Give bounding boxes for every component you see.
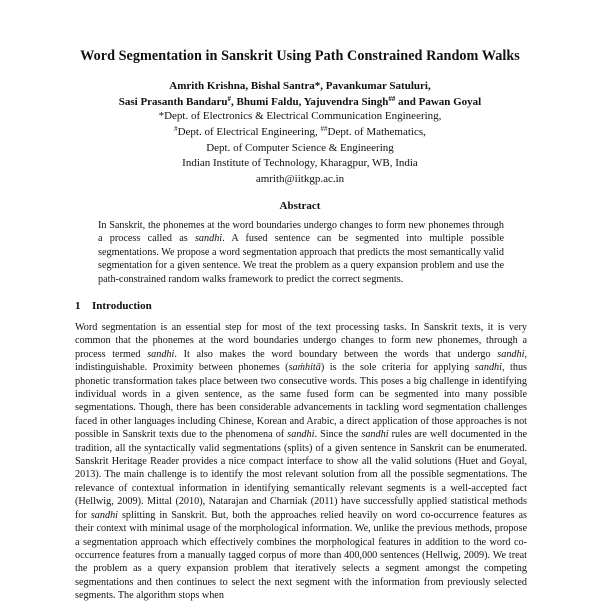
term-sandhi: sandhi — [90, 509, 119, 521]
term-sandhi: sandhi — [194, 233, 223, 245]
abstract-text: In Sanskrit, the phonemes at the word boundaries undergo changes to form new phonemes through a process called as sandhi. A fused sentence can be segmented into multiple possible segmentations. We propose a word segmentation approach that predicts the most semantically valid segmentation for a given sentence. We treat the problem as a query expansion problem and use the path-constrained random walks framework to predict the correct segments. — [98, 220, 504, 285]
affiliation-mark: ## — [320, 124, 328, 133]
contact-email: amrith@iitkgp.ac.in — [255, 173, 345, 186]
term-sandhi: sandhi — [287, 429, 315, 441]
author-line-2: Sasi Prasanth Bandaru#, Bhumi Faldu, Yajuvendra Singh## and Pawan Goyal — [118, 94, 482, 108]
affiliation-line-3: Dept. of Computer Science & Engineering — [206, 141, 394, 154]
introduction-body: Word segmentation is an essential step for most of the text processing tasks. In Sanskrit texts, it is very common that the phonemes at the word boundaries undergo changes to form new phonemes, through a process termed sandhi. It also makes the word boundary between the words that undergo sandhi, indistinguishable. Proximity between phonemes (saṁhitā) is the sole criteria for applying sandhi, thus phonetic transformation takes place between two consecutive words. This poses a big challenge in identifying individual words in a given sentence, as the same fused form can be segmented into many possible segmentations. Though, there has been considerable advancements in tackling word segmentation challenges faced in other languages including Chinese, Korean and Arabic, a direct application of those approaches is not possible in Sanskrit texts due to the phenomena of sandhi. Since the sandhi rules are well documented in the tradition, all the syntactically valid segmentations (splits) of a given sentence in Sanskrit can be enumerated. Sanskrit Heritage Reader provides a nice compact interface to show all the valid solutions (Huet and Goyal, 2013). The main challenge is to identify the most relevant solution from all the possible segmentations. The relevance of contextual information in identifying semantically relevant segments is a well-accepted fact (Hellwig, 2009). Mittal (2010), Natarajan and Charniak (2011) have successfully applied statistical methods for sandhi splitting in Sanskrit. But, both the approaches relied heavily on word co-occurrence features as their context with minimal usage of the morphological information. We, unlike the previous methods, propose a segmentation approach which effectively combines the morphological features in addition to the word co-occurrence features from a manually tagged corpus of more than 400,000 sentences (Hellwig, 2009). We treat the problem as a query expansion problem that iteratively selects a segment amongst the competing segmentations and then continues to select the next segment with the information from previously selected segments. The algorithm stops when — [75, 322, 528, 602]
affiliation-mark: # — [174, 124, 178, 133]
author-line-1: Amrith Krishna, Bishal Santra*, Pavankumar Satuluri, — [169, 80, 431, 92]
term-sandhi: sandhi — [474, 362, 502, 374]
affiliation-block — [0, 109, 600, 188]
paper-title: Word Segmentation in Sanskrit Using Path Constrained Random Walks — [80, 48, 520, 64]
affiliation-line-1: *Dept. of Electronics & Electrical Communication Engineering, — [158, 110, 442, 122]
affiliation-mark: ## — [388, 94, 396, 103]
section-title: Introduction — [92, 300, 152, 312]
term-samhita: saṁhitā — [288, 362, 321, 374]
term-sandhi: sandhi — [147, 348, 175, 360]
term-sandhi: sandhi — [361, 429, 389, 441]
author-list — [0, 79, 600, 110]
affiliation-line-4: Indian Institute of Technology, Kharagpur, WB, India — [182, 157, 418, 170]
affiliation-mark: # — [227, 94, 232, 103]
term-sandhi: sandhi — [497, 348, 525, 360]
abstract-heading: Abstract — [279, 200, 321, 212]
section-number: 1 — [75, 300, 81, 312]
section-heading — [75, 300, 152, 312]
affiliation-line-2: #Dept. of Electrical Engineering, ##Dept. of Mathematics, — [174, 124, 426, 138]
